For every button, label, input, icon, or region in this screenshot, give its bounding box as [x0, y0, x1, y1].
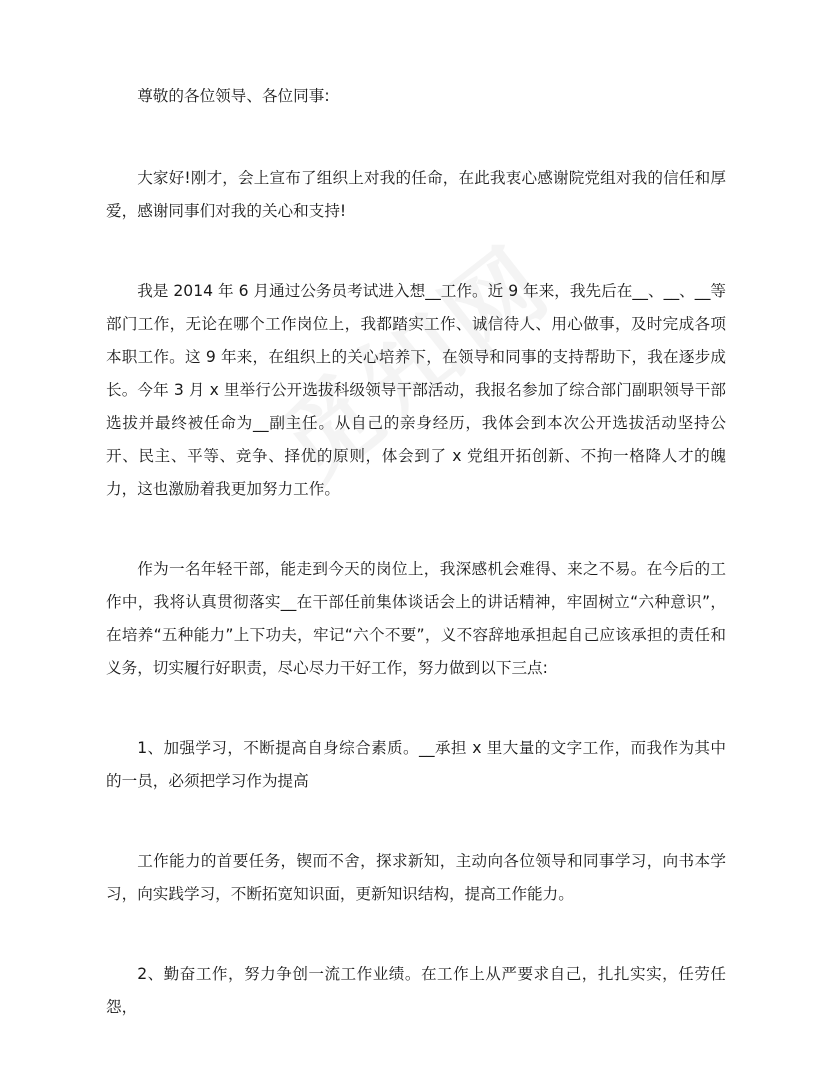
paragraph-commitment: 作为一名年轻干部，能走到今天的岗位上，我深感机会难得、来之不易。在今后的工作中，我将认真贯彻落实__在干部任前集体谈话会上的讲话精神，牢固树立“六种意识”，在培养“五种能力”上下功夫，牢记“六个不要”，义不容辞地承担起自己应该承担的责任和义务，切实履行好职责，尽心尽力干好工作，努力做到以下三点:	[106, 560, 726, 677]
paragraph-greeting: 大家好!刚才，会上宣布了组织上对我的任命，在此我衷心感谢院党组对我的信任和厚爱，感谢同事们对我的关心和支持!	[106, 169, 726, 220]
document-body	[106, 80, 726, 1071]
paragraph-point-1-continued: 工作能力的首要任务，锲而不舍，探求新知，主动向各位领导和同事学习，向书本学习，向实践学习，不断拓宽知识面，更新知识结构，提高工作能力。	[106, 852, 726, 903]
paragraph-point-2: 2、勤奋工作，努力争创一流工作业绩。在工作上从严要求自己，扎扎实实，任劳任怨，	[106, 965, 726, 1016]
paragraph-point-1: 1、加强学习，不断提高自身综合素质。__承担 x 里大量的文字工作，而我作为其中的一员，必须把学习作为提高	[106, 739, 726, 790]
salutation: 尊敬的各位领导、各位同事:	[137, 87, 330, 105]
paragraph-background: 我是 2014 年 6 月通过公务员考试进入想__工作。近 9 年来，我先后在__、__、__等部门工作，无论在哪个工作岗位上，我都踏实工作、诚信待人、用心做事，及时完成各项本职工作。这 9 年来，在组织上的关心培养下，在领导和同事的支持帮助下，我在逐步成长。今年 3 月 x 里举行公开选拔科级领导干部活动，我报名参加了综合部门副职领导干部选拔并最终被任命为__副主任。从自己的亲身经历，我体会到本次公开选拔活动坚持公开、民主、平等、竞争、择优的原则，体会到了 x 党组开拓创新、不拘一格降人才的魄力，这也激励着我更加努力工作。	[106, 282, 726, 498]
